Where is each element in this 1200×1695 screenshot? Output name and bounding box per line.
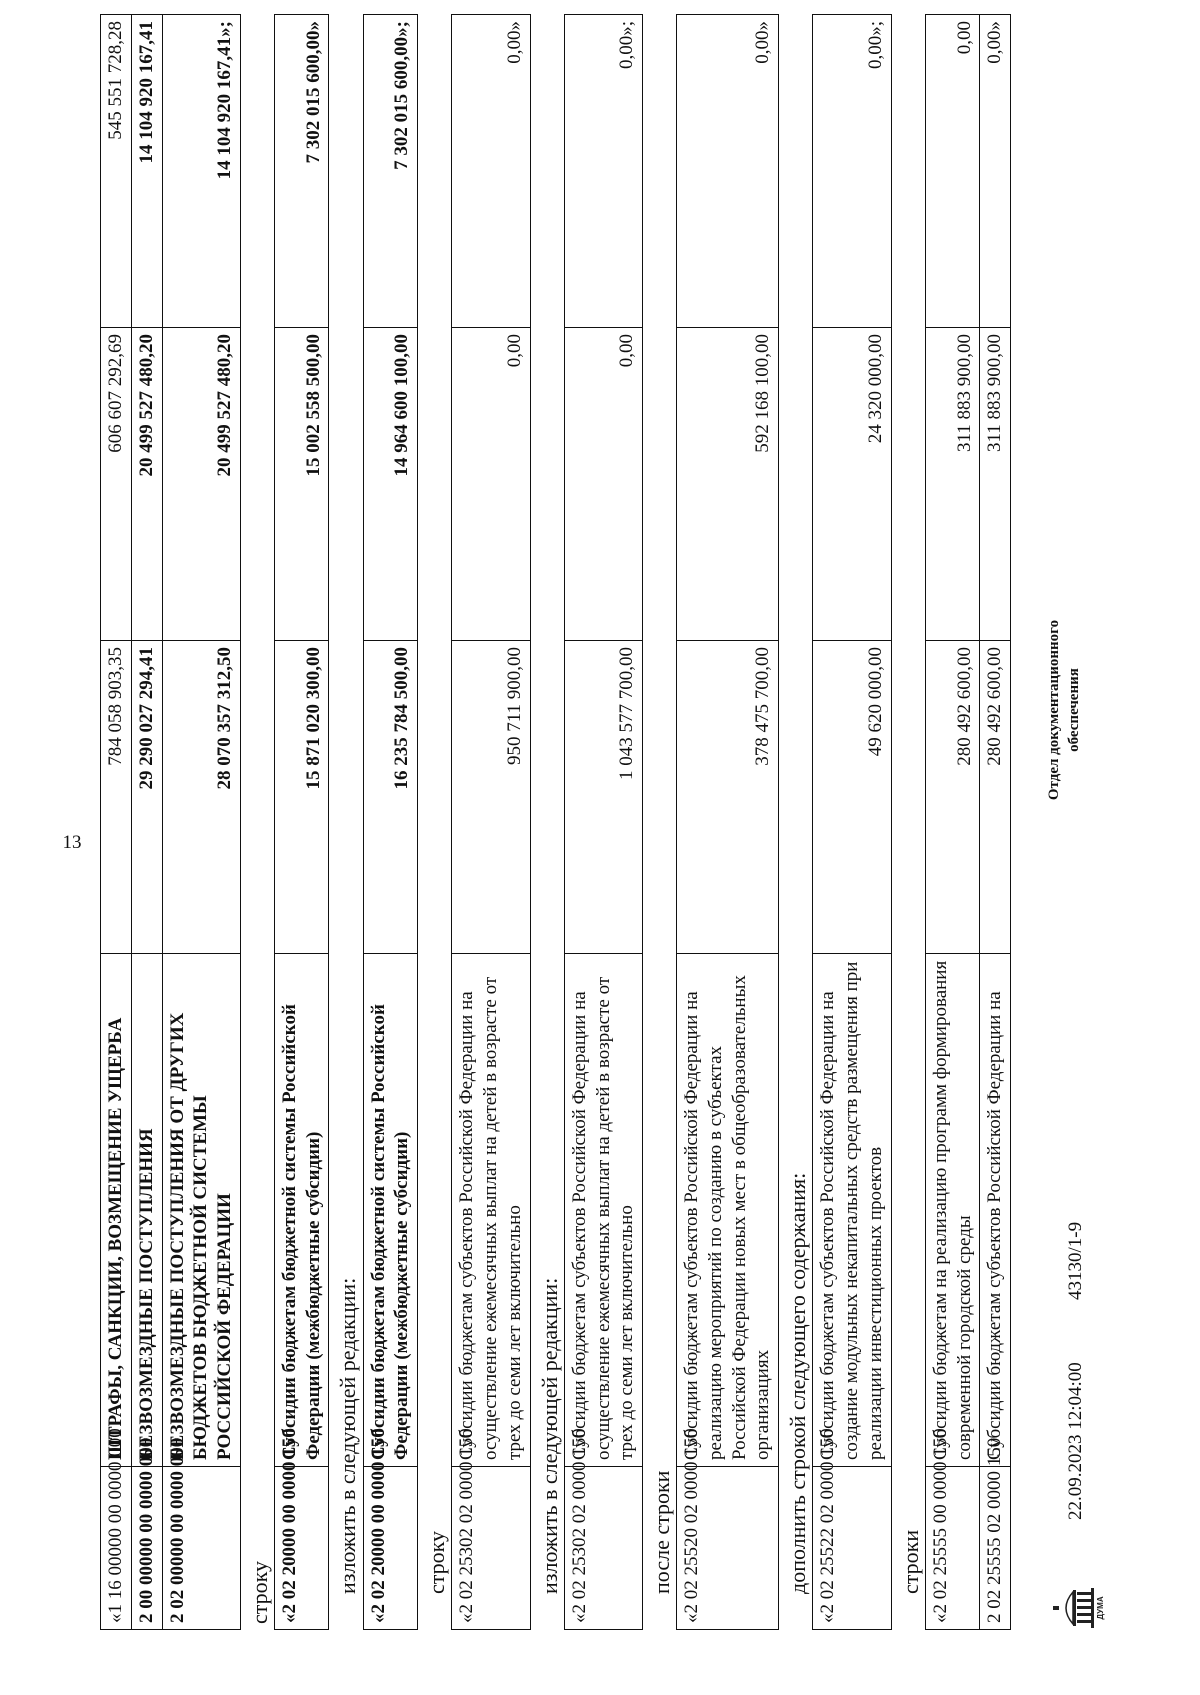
code-cell: 2 00 00000 00 0000 000 bbox=[131, 1467, 162, 1630]
block2-new-table bbox=[564, 14, 643, 1630]
name-cell: БЕЗВОЗМЕЗДНЫЕ ПОСТУПЛЕНИЯ ОТ ДРУГИХ БЮДЖЕТОВ БЮДЖЕТНОЙ СИСТЕМЫ РОССИЙСКОЙ ФЕДЕРАЦИИ bbox=[162, 954, 240, 1467]
name-cell: Субсидии бюджетам бюджетной системы Российской Федерации (межбюджетные субсидии) bbox=[274, 954, 329, 1467]
value-cell: 0,00» bbox=[452, 15, 530, 328]
instruction-label: изложить в следующей редакции: bbox=[335, 1277, 361, 1594]
duma-logo-icon bbox=[1053, 1586, 1105, 1630]
value-cell: 16 235 784 500,00 bbox=[363, 641, 418, 954]
value-cell: 0,00 bbox=[925, 15, 980, 328]
value-cell: 14 964 600 100,00 bbox=[363, 328, 418, 641]
instruction-label: строку bbox=[424, 1530, 450, 1594]
value-cell: 29 290 027 294,41 bbox=[131, 641, 162, 954]
page-number: 13 bbox=[62, 832, 82, 853]
footer-doc-code: 43130/1-9 bbox=[1065, 1221, 1087, 1300]
name-cell: БЕЗВОЗМЕЗДНЫЕ ПОСТУПЛЕНИЯ bbox=[131, 954, 162, 1467]
value-cell: 7 302 015 600,00» bbox=[274, 15, 329, 328]
value-cell: 14 104 920 167,41 bbox=[131, 15, 162, 328]
name-cell: ШТРАФЫ, САНКЦИИ, ВОЗМЕЩЕНИЕ УЩЕРБА bbox=[101, 954, 132, 1467]
name-cell: Субсидии бюджетам субъектов Российской Федерации на реализацию мероприятий по созданию в субъектах Российской Федерации новых мест в общеобразовательных организациях bbox=[677, 954, 779, 1467]
department-stamp bbox=[1045, 590, 1084, 830]
block3-table bbox=[676, 14, 779, 1630]
code-cell: «2 02 25522 02 0000 150 bbox=[813, 1467, 891, 1630]
table-row bbox=[925, 15, 980, 1630]
value-cell: 15 871 020 300,00 bbox=[274, 641, 329, 954]
table-row bbox=[162, 15, 240, 1630]
value-cell: 606 607 292,69 bbox=[101, 328, 132, 641]
code-cell: «1 16 00000 00 0000 000 bbox=[101, 1467, 132, 1630]
name-cell: Субсидии бюджетам субъектов Российской Федерации на создание модульных некапитальных средств размещения при реализации инвестиционных проектов bbox=[813, 954, 891, 1467]
value-cell: 24 320 000,00 bbox=[813, 328, 891, 641]
instruction-label: строки bbox=[897, 1529, 923, 1594]
instruction-label: строку bbox=[246, 1560, 272, 1624]
table-row bbox=[677, 15, 779, 1630]
value-cell: 20 499 527 480,20 bbox=[162, 328, 240, 641]
table-row bbox=[274, 15, 329, 1630]
code-cell: 2 02 25555 02 0000 150 bbox=[980, 1467, 1011, 1630]
value-cell: 0,00»; bbox=[813, 15, 891, 328]
value-cell: 0,00 bbox=[452, 328, 530, 641]
code-cell: «2 02 25302 02 0000 150 bbox=[564, 1467, 642, 1630]
table-row bbox=[452, 15, 530, 1630]
table-row bbox=[363, 15, 418, 1630]
code-cell: «2 02 20000 00 0000 150 bbox=[274, 1467, 329, 1630]
value-cell: 7 302 015 600,00»; bbox=[363, 15, 418, 328]
rotated-page-content bbox=[100, 20, 1130, 1630]
name-cell: Субсидии бюджетам субъектов Российской Федерации на осуществление ежемесячных выплат на детей в возрасте от трех до семи лет включительно bbox=[564, 954, 642, 1467]
value-cell: 311 883 900,00 bbox=[925, 328, 980, 641]
instruction-label: изложить в следующей редакции: bbox=[536, 1277, 562, 1594]
value-cell: 311 883 900,00 bbox=[980, 328, 1011, 641]
block2-old-table bbox=[451, 14, 530, 1630]
value-cell: 15 002 558 500,00 bbox=[274, 328, 329, 641]
value-cell: 0,00» bbox=[980, 15, 1011, 328]
footer-date: 22.09.2023 12:04:00 bbox=[1065, 1362, 1087, 1520]
block5-table bbox=[925, 14, 1011, 1630]
value-cell: 280 492 600,00 bbox=[925, 641, 980, 954]
table-row bbox=[813, 15, 891, 1630]
name-cell: Субсидии бюджетам субъектов Российской Федерации на bbox=[980, 954, 1011, 1467]
block1-old-table bbox=[274, 14, 330, 1630]
table-row bbox=[980, 15, 1011, 1630]
top-table bbox=[100, 14, 241, 1630]
value-cell: 0,00» bbox=[677, 15, 779, 328]
value-cell: 1 043 577 700,00 bbox=[564, 641, 642, 954]
code-cell: 2 02 00000 00 0000 000 bbox=[162, 1467, 240, 1630]
value-cell: 14 104 920 167,41»; bbox=[162, 15, 240, 328]
value-cell: 784 058 903,35 bbox=[101, 641, 132, 954]
value-cell: 28 070 357 312,50 bbox=[162, 641, 240, 954]
value-cell: 20 499 527 480,20 bbox=[131, 328, 162, 641]
instruction-label: после строки bbox=[649, 1470, 674, 1594]
name-cell: Субсидии бюджетам бюджетной системы Российской Федерации (межбюджетные субсидии) bbox=[363, 954, 418, 1467]
page-footer bbox=[1025, 20, 1145, 1630]
code-cell: «2 02 25302 02 0000 150 bbox=[452, 1467, 530, 1630]
value-cell: 280 492 600,00 bbox=[980, 641, 1011, 954]
table-row bbox=[131, 15, 162, 1630]
instruction-label: дополнить строкой следующего содержания: bbox=[785, 1172, 811, 1594]
stamp-line: обеспечения bbox=[1065, 668, 1082, 752]
code-cell: «2 02 20000 00 0000 150 bbox=[363, 1467, 418, 1630]
value-cell: 0,00»; bbox=[564, 15, 642, 328]
table-row bbox=[564, 15, 642, 1630]
block4-table bbox=[812, 14, 891, 1630]
block1-new-table bbox=[363, 14, 419, 1630]
stamp-line: Отдел документационного bbox=[1046, 619, 1063, 801]
logo-text: ДУМА bbox=[1096, 1596, 1106, 1620]
value-cell: 950 711 900,00 bbox=[452, 641, 530, 954]
value-cell: 49 620 000,00 bbox=[813, 641, 891, 954]
value-cell: 378 475 700,00 bbox=[677, 641, 779, 954]
code-cell: «2 02 25520 02 0000 150 bbox=[677, 1467, 779, 1630]
name-cell: Субсидии бюджетам на реализацию программ формирования современной городской среды bbox=[925, 954, 980, 1467]
code-cell: «2 02 25555 00 0000 150 bbox=[925, 1467, 980, 1630]
name-cell: Субсидии бюджетам субъектов Российской Федерации на осуществление ежемесячных выплат на детей в возрасте от трех до семи лет включительно bbox=[452, 954, 530, 1467]
table-row bbox=[101, 15, 132, 1630]
value-cell: 0,00 bbox=[564, 328, 642, 641]
value-cell: 545 551 728,28 bbox=[101, 15, 132, 328]
value-cell: 592 168 100,00 bbox=[677, 328, 779, 641]
